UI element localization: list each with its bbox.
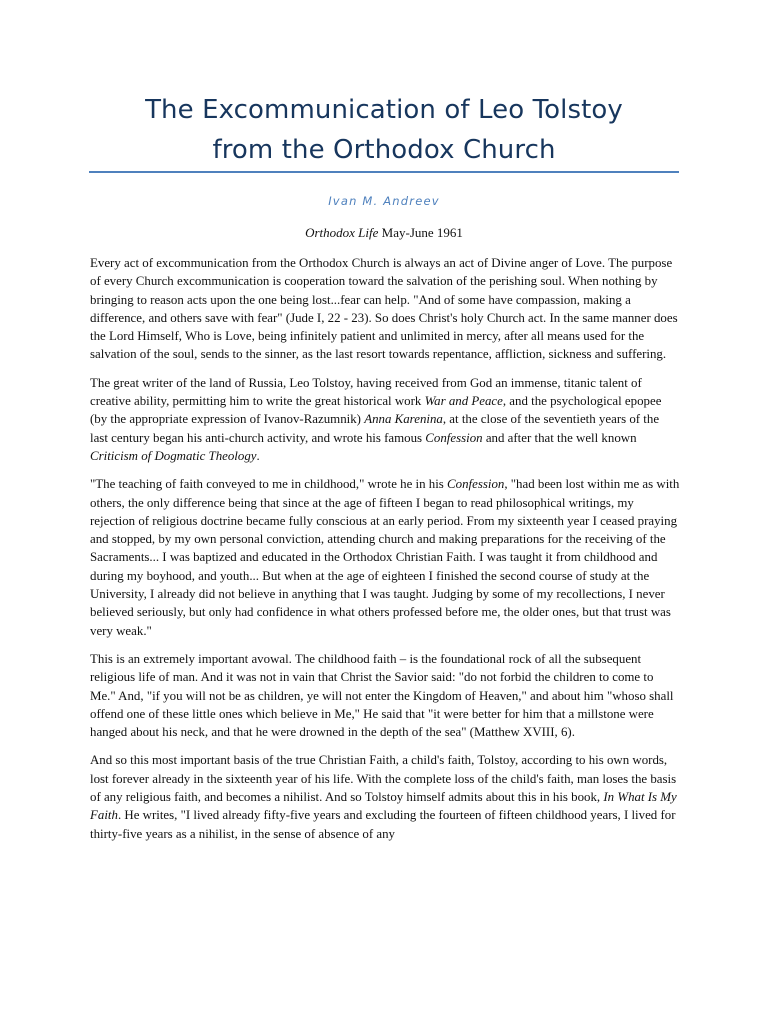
book-title-war-and-peace: War and Peace — [424, 394, 503, 409]
source-citation — [89, 224, 679, 242]
paragraph-2 — [90, 374, 680, 465]
title-line-2: from the Orthodox Church — [212, 135, 556, 165]
paragraph-5-text-2: . He writes, "I lived already fifty-five years and excluding the fourteen of fifteen childhood years, I lived for thirty-five years as a nihilist, in the sense of absence of any — [90, 808, 676, 841]
book-title-confession-2: Confession — [447, 477, 505, 492]
book-title-confession: Confession — [425, 430, 483, 445]
title-underline-rule — [89, 171, 679, 173]
paragraph-3-text-1: "The teaching of faith conveyed to me in childhood," wrote he in his — [90, 477, 448, 492]
paragraph-2-text-2: , and the psychological epopee (by the appropriate expression of Ivanov-Razumnik) — [90, 394, 662, 427]
paragraph-2-text-3: , at the close of the seventieth years of the last century began his anti-church activity, and wrote his famous — [90, 412, 660, 445]
document-title — [60, 90, 708, 170]
paragraph-2-text-4: and after that the well known — [482, 430, 637, 445]
paragraph-3-text-2: , "had been lost within me as with others, the only difference being that since at the age of fifteen I began to read philosophical writings, my rejection of religious doctrine became fully conscious at an early period. From my sixteenth year I ceased praying and stopped, by my own personal conviction, attending church and making preparations for the receiving of the Sacraments... I was baptized and educated in the Orthodox Christian Faith. I was taught it from childhood and during my boyhood, and youth... But when at the age of eighteen I finished the second course of study at the University, I already did not believe in anything that I was taught. Judging by some of my recollections, I never believed seriously, but only had confidence in what others professed before me, the older ones, but that trust was very weak." — [90, 477, 680, 638]
paragraph-4: This is an extremely important avowal. The childhood faith – is the foundational rock of all the subsequent religious life of man. And it was not in vain that Christ the Savior said: "do not forbid the children to come to Me." And, "if you will not be as children, ye will not enter the Kingdom of Heaven," and about him "whoso shall offend one of these little ones which believe in Me," He said that "it were better for him that a millstone were hanged about his neck, and that he were drowned in the depth of the sea" (Matthew XVIII, 6). — [90, 651, 674, 740]
paragraph-5 — [90, 751, 680, 842]
source-journal: Orthodox Life — [305, 225, 379, 240]
source-date: May-June 1961 — [378, 225, 463, 240]
paragraph-2-text-5: . — [256, 448, 260, 463]
book-title-anna-karenina: Anna Karenina — [364, 412, 443, 427]
article-body — [90, 254, 680, 853]
book-title-criticism: Criticism of Dogmatic Theology — [90, 448, 257, 463]
title-line-1: The Excommunication of Leo Tolstoy — [145, 95, 623, 125]
paragraph-5-text-1: And so this most important basis of the true Christian Faith, a child's faith, Tolstoy, according to his own words, lost forever already in the sixteenth year of his life. With the complete loss of the child's faith, man loses the basis of any religious faith, and becomes a nihilist. And so Tolstoy himself admits about this in his book, — [90, 753, 677, 805]
book-title-in-what-is-my-faith: In What Is My Faith — [90, 790, 677, 823]
paragraph-3 — [90, 475, 680, 640]
author-name: Ivan M. Andreev — [328, 194, 440, 208]
paragraph-2-text-1: The great writer of the land of Russia, Leo Tolstoy, having received from God an immense, titanic talent of creative ability, permitting him to write the great historical work — [90, 375, 642, 409]
paragraph-1: Every act of excommunication from the Orthodox Church is always an act of Divine anger of Love. The purpose of every Church excommunication is cooperation toward the salvation of the perishing soul. When nothing by bringing to reason acts upon the one being lost...fear can help. "And of some have compassion, making a difference, and others save with fear" (Jude I, 22 - 23). So does Christ's holy Church act. In the same manner does the Lord Himself, Who is Love, being infinitely patient and unlimited in mercy, after all means used for the salvation of the soul, sends to the sinner, as the last resort towards repentance, affliction, sickness and suffering. — [90, 256, 678, 362]
